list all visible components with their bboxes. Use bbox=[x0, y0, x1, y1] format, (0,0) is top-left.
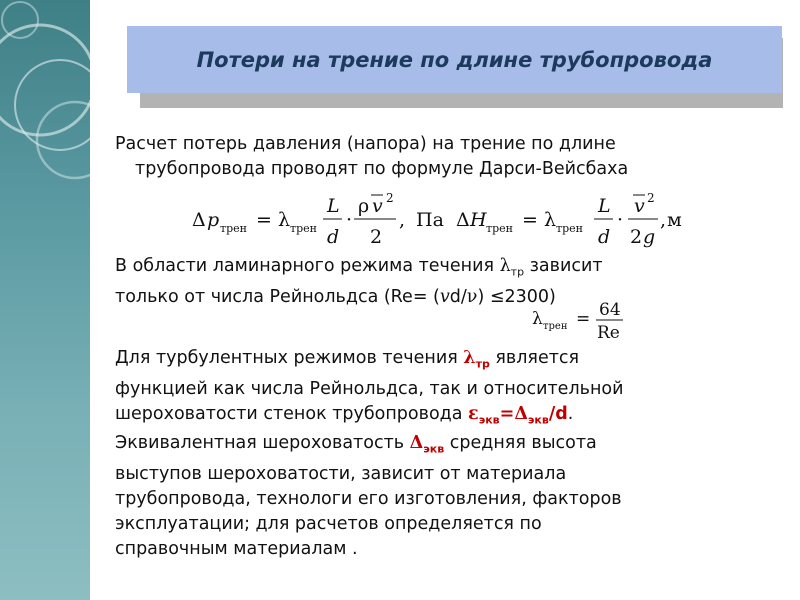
text-fragment: только от числа Рейнольдса (Re= ( bbox=[115, 286, 440, 307]
text-fragment: В области ламинарного режима течения bbox=[115, 256, 500, 276]
formula-dot: · bbox=[346, 209, 353, 231]
lambda-symbol: λ bbox=[499, 256, 511, 276]
paragraph-line bbox=[115, 402, 623, 433]
paragraph-line bbox=[115, 254, 603, 285]
delta-symbol: Δ bbox=[409, 433, 424, 453]
formula-rho: ρ bbox=[358, 195, 370, 217]
formula-v: v bbox=[372, 195, 383, 217]
formula-comma: , bbox=[660, 209, 667, 231]
formula-darcy-weisbach bbox=[190, 186, 700, 256]
paragraph-equivalent-roughness bbox=[115, 431, 622, 562]
formula-sub-tren: трен bbox=[556, 222, 583, 235]
formula-dot: · bbox=[617, 209, 624, 231]
formula-eq: = bbox=[522, 209, 538, 231]
formula-sub-tren: трен bbox=[543, 321, 568, 332]
formula-g: g bbox=[643, 226, 656, 248]
formula-sub-tren: трен bbox=[220, 222, 247, 235]
formula-p: p bbox=[207, 209, 220, 231]
delta-symbol: Δ bbox=[514, 403, 528, 424]
formula-lambda: λ bbox=[532, 309, 543, 329]
text-fragment: Для турбулентных режимов течения bbox=[115, 348, 464, 368]
formula-lambda: λ bbox=[278, 209, 291, 231]
text-fragment: является bbox=[489, 348, 580, 368]
formula-two: 2 bbox=[630, 226, 643, 248]
formula-den: Re bbox=[597, 323, 620, 343]
epsilon-symbol: ε bbox=[468, 403, 479, 424]
formula-v: v bbox=[634, 195, 645, 217]
sidebar-circles-decoration bbox=[0, 0, 90, 600]
text-fragment: шероховатости стенок трубопровода bbox=[115, 403, 469, 424]
formula-sq: 2 bbox=[647, 191, 655, 205]
paragraph-line: эксплуатации; для расчетов определяется по bbox=[115, 513, 542, 534]
formula-sub-tren: трен bbox=[290, 222, 317, 235]
velocity-symbol: v bbox=[439, 286, 450, 307]
text-fragment: средняя высота bbox=[444, 433, 597, 453]
text-fragment: . bbox=[567, 403, 574, 424]
formula-laminar-lambda bbox=[530, 300, 640, 344]
formula-eq: = bbox=[256, 209, 272, 231]
formula-d: d bbox=[327, 226, 340, 248]
nu-symbol: ν bbox=[466, 286, 478, 307]
formula-delta-p: Δ bbox=[192, 209, 206, 231]
equals-sign: = bbox=[499, 403, 515, 424]
lambda-subscript: тр bbox=[475, 357, 490, 371]
paragraph-line: трубопровода, технологи его изготовления, факторов bbox=[115, 488, 622, 509]
paragraph-darcy-intro bbox=[115, 132, 628, 182]
slide-title: Потери на трение по длине трубопровода bbox=[196, 47, 713, 72]
paragraph-line: трубопровода проводят по формуле Дарси-Вейсбаха bbox=[135, 159, 629, 179]
formula-sq: 2 bbox=[386, 191, 394, 205]
epsilon-subscript: экв bbox=[478, 413, 500, 426]
formula-H: H bbox=[470, 209, 487, 231]
formula-d: d bbox=[598, 226, 611, 248]
decorative-sidebar bbox=[0, 0, 90, 600]
text-fragment: d/ bbox=[449, 286, 467, 307]
formula-eq: = bbox=[576, 309, 591, 329]
text-fragment: Эквивалентная шероховатость bbox=[115, 433, 410, 453]
paragraph-line bbox=[115, 346, 623, 377]
formula-L: L bbox=[598, 195, 611, 217]
text-fragment: зависит bbox=[524, 256, 603, 276]
paragraph-line: функцией как числа Рейнольдса, так и относительной bbox=[115, 378, 624, 399]
text-fragment: ) ≤2300) bbox=[477, 286, 556, 307]
formula-lambda: λ bbox=[544, 209, 557, 231]
formula-unit-pa: Па bbox=[416, 209, 444, 231]
formula-sub-tren: трен bbox=[486, 222, 513, 235]
paragraph-line: Расчет потерь давления (напора) на трение по длине bbox=[115, 134, 616, 154]
paragraph-line: выступов шероховатости, зависит от материала bbox=[115, 463, 567, 484]
paragraph-turbulent bbox=[115, 346, 623, 432]
formula-unit-m: м bbox=[667, 209, 682, 231]
paragraph-line bbox=[115, 431, 622, 462]
delta-subscript: экв bbox=[423, 442, 445, 456]
delta-subscript: экв bbox=[527, 413, 549, 426]
formula-comma: , bbox=[399, 209, 406, 231]
slash-d: /d bbox=[548, 403, 568, 424]
formula-L: L bbox=[327, 195, 340, 217]
formula-num: 64 bbox=[599, 300, 621, 320]
title-box bbox=[127, 26, 782, 93]
formula-delta-h: Δ bbox=[456, 209, 470, 231]
formula-two: 2 bbox=[370, 226, 383, 248]
paragraph-line: справочным материалам . bbox=[115, 538, 358, 559]
lambda-symbol: λ bbox=[463, 348, 476, 368]
lambda-subscript: тр bbox=[510, 265, 525, 279]
